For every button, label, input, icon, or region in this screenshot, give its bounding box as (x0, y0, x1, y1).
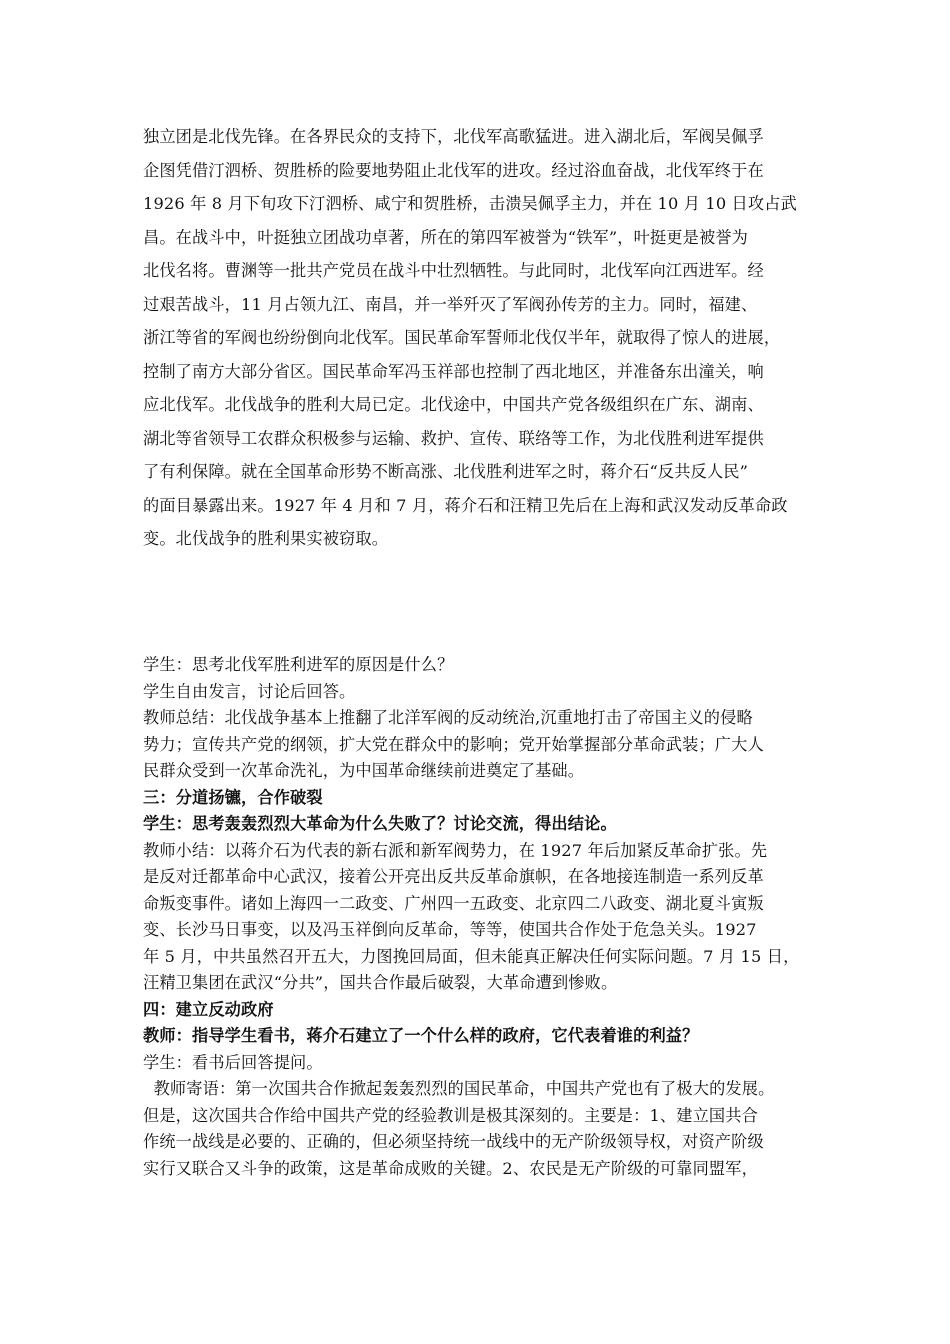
student-prompt: 学生：思考轰轰烈烈大革命为什么失败了？讨论交流，得出结论。 (143, 814, 617, 833)
text-line: 应北伐军。北伐战争的胜利大局已定。北伐途中，中国共产党各级组织在广东、湖南、 (143, 395, 764, 414)
teacher-conclusion-line: 变、长沙马日事变，以及冯玉祥倒向反革命，等等，使国共合作处于危急关头。1927 (143, 920, 757, 939)
text-line: 湖北等省领导工农群众积极参与运输、救护、宣传、联络等工作，为北伐胜利进军提供 (143, 428, 764, 448)
teacher-conclusion-line: 命叛变事件。诸如上海四一二政变、广州四一五政变、北京四二八政变、湖北夏斗寅叛 (143, 893, 764, 913)
text-line: 昌。在战斗中，叶挺独立团战功卓著，所在的第四军被誉为“铁军”，叶挺更是被誉为 (143, 227, 748, 247)
text-line: 的面目暴露出来。1927 年 4 月和 7 月，蒋介石和汪精卫先后在上海和武汉发动反革命政 (143, 495, 788, 515)
teacher-prompt: 教师：指导学生看书，蒋介石建立了一个什么样的政府，它代表着谁的利益？ (143, 1026, 699, 1045)
lesson-section (143, 652, 833, 1182)
teacher-message-line: 但是，这次国共合作给中国共产党的经验教训是极其深刻的。主要是：1、建立国共合 (143, 1105, 758, 1125)
teacher-message-line: 实行又联合又斗争的政策，这是革命成败的关键。2、农民是无产阶级的可靠同盟军， (143, 1158, 758, 1178)
teacher-summary-line: 教师总结：北伐战争基本上推翻了北洋军阀的反动统治,沉重地打击了帝国主义的侵略 (143, 708, 753, 727)
teacher-summary-line: 民群众受到一次革命洗礼，为中国革命继续前进奠定了基础。 (143, 761, 585, 780)
text-line: 过艰苦战斗，11 月占领九江、南昌，并一举歼灭了军阀孙传芳的主力。同时，福建、 (143, 294, 758, 314)
text-line: 北伐名将。曹渊等一批共产党员在战斗中壮烈牺牲。与此同时，北伐军向江西进军。经 (143, 261, 764, 280)
text-line: 独立团是北伐先锋。在各界民众的支持下，北伐军高歌猛进。进入湖北后，军阀吴佩孚 (143, 127, 764, 146)
teacher-summary-line: 势力；宣传共产党的纲领，扩大党在群众中的影响；党开始掌握部分革命武装；广大人 (143, 734, 764, 754)
teacher-conclusion-line: 是反对迁都革命中心武汉，接着公开亮出反共反革命旗帜，在各地接连制造一系列反革 (143, 867, 764, 886)
student-activity: 学生自由发言，讨论后回答。 (143, 681, 356, 701)
text-line: 浙江等省的军阀也纷纷倒向北伐军。国民革命军誓师北伐仅半年，就取得了惊人的进展， (143, 328, 781, 347)
text-line: 控制了南方大部分省区。国民革命军冯玉祥部也控制了西北地区，并准备东出潼关，响 (143, 361, 764, 381)
text-line: 变。北伐战争的胜利果实被窃取。 (143, 529, 389, 548)
teacher-message-line: 作统一战线是必要的、正确的，但必须坚持统一战线中的无产阶级领导权，对资产阶级 (143, 1132, 764, 1151)
student-activity: 学生：看书后回答提问。 (143, 1052, 323, 1072)
text-line: 1926 年 8 月下旬攻下汀泗桥、咸宁和贺胜桥，击溃吴佩孚主力，并在 10 月 10 日攻占武 (143, 194, 797, 213)
teacher-conclusion-line: 年 5 月，中共虽然召开五大，力图挽回局面，但未能真正解决任何实际问题。7 月 15 日， (143, 946, 800, 966)
section-heading-4: 四：建立反动政府 (143, 999, 274, 1019)
teacher-conclusion-line: 教师小结：以蒋介石为代表的新右派和新军阀势力，在 1927 年后加紧反革命扩张。先 (143, 840, 768, 860)
teacher-message-line: 教师寄语：第一次国共合作掀起轰轰烈烈的国民革命，中国共产党也有了极大的发展。 (143, 1079, 775, 1098)
narrative-section (143, 120, 823, 556)
text-line: 企图凭借汀泗桥、贺胜桥的险要地势阻止北伐军的进攻。经过浴血奋战，北伐军终于在 (143, 160, 764, 180)
text-line: 了有利保障。就在全国革命形势不断高涨、北伐胜利进军之时，蒋介石“反共反人民” (143, 462, 748, 481)
section-heading-3: 三：分道扬镳，合作破裂 (143, 787, 323, 807)
student-question: 学生：思考北伐军胜利进军的原因是什么？ (143, 655, 454, 674)
teacher-conclusion-line: 汪精卫集团在武汉“分共”，国共合作最后破裂，大革命遭到惨败。 (143, 973, 618, 992)
